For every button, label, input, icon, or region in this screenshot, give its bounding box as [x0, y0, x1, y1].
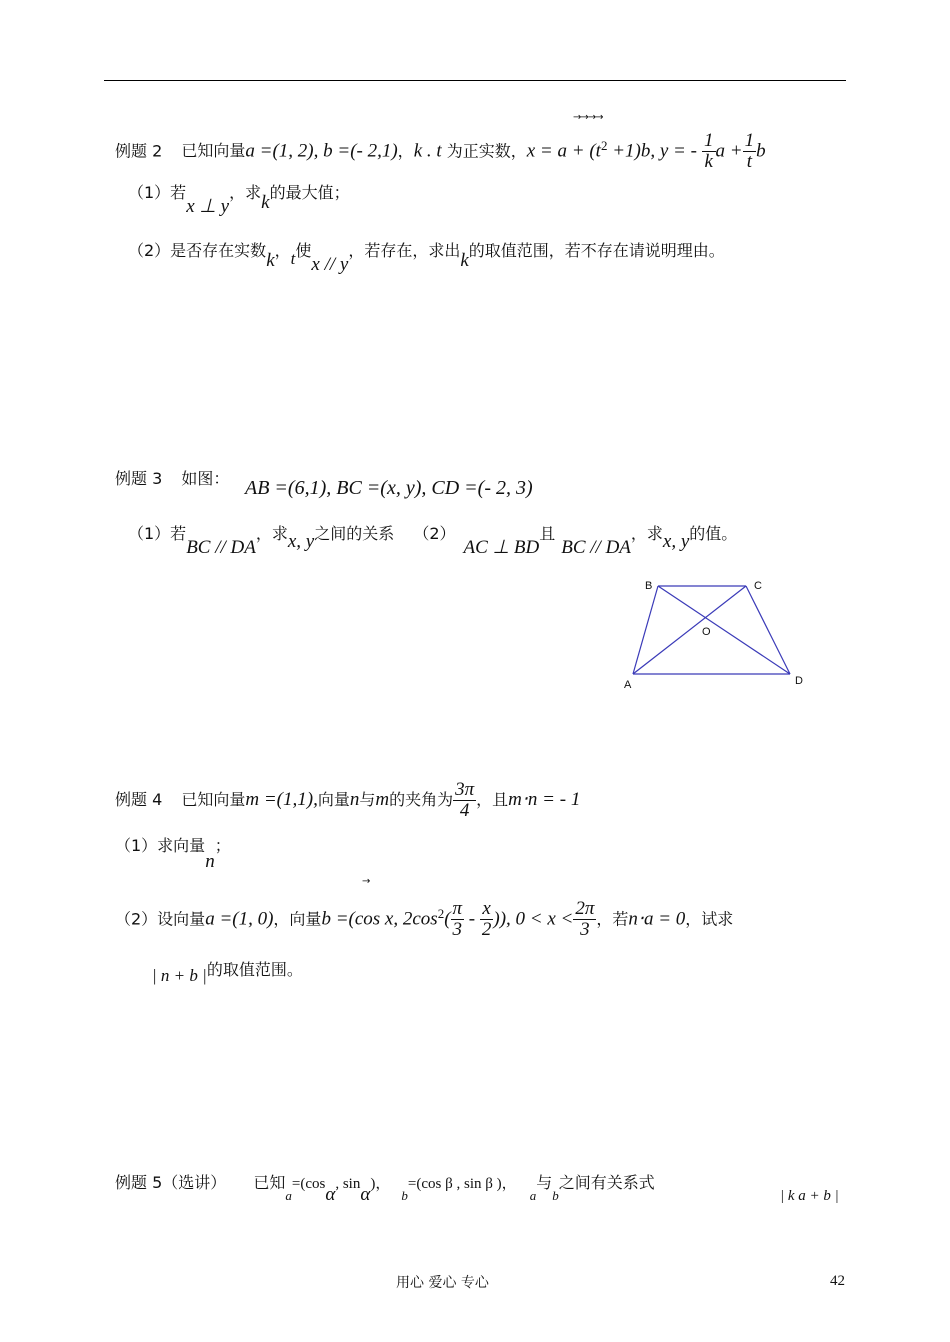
example-4-question-2	[115, 886, 733, 947]
m: m	[375, 789, 390, 810]
example-2-label: 例题 2	[115, 141, 163, 161]
example-3-statement	[115, 466, 229, 489]
example-5-statement	[115, 1170, 655, 1205]
eq1: =(cos	[291, 1176, 326, 1192]
example-2-kt: k . t	[413, 140, 442, 162]
relation-text: 之间有关系式	[558, 1173, 655, 1192]
numerator: π	[452, 898, 463, 920]
q2-b: b =(cos x, 2cos	[321, 908, 438, 930]
q2-math: x // y	[311, 254, 349, 275]
page-number: 42	[830, 1273, 845, 1289]
example-2-xdef2: +1)b, y = -	[607, 140, 697, 162]
example-2-ab: a =(1, 2), b =(- 2,1)	[245, 140, 398, 162]
vec-b-2: b	[552, 1188, 559, 1203]
m-def: m =(1,1),	[245, 789, 318, 810]
vec-a: a	[285, 1188, 292, 1203]
q2-post: 的值。	[689, 524, 738, 543]
q1-mid: ，求	[229, 183, 262, 202]
example-2-question-1	[128, 180, 350, 217]
example-5-label: 例题 5（选讲）	[115, 1173, 227, 1192]
diagonal-bd	[658, 586, 790, 674]
denominator: 3	[452, 919, 463, 941]
angle-text: 的夹角为	[389, 790, 454, 809]
and-text: ，且	[476, 790, 509, 809]
vector-arrows: →→→→	[573, 112, 603, 123]
na-product: n⋅a = 0	[628, 908, 686, 930]
example-3-questions	[128, 521, 738, 558]
try-text: ，试求	[685, 909, 734, 929]
q2-mid: ，求	[630, 524, 663, 543]
paren-open: (	[444, 908, 451, 930]
footer-slogan: 用心 爱心 专心	[396, 1275, 489, 1291]
q2-prefix: （2）设向量	[115, 909, 206, 929]
example-2-mid: a +	[715, 140, 743, 162]
q2-t: t	[290, 249, 296, 268]
exponent: 2	[600, 138, 608, 153]
sin-text: , sin	[335, 1176, 361, 1192]
fraction-pi-over-3	[451, 899, 465, 940]
q2-mid: ，若存在，求出	[348, 241, 461, 260]
label-b: B	[645, 580, 653, 592]
example-2-xdef: x = a + (t	[526, 140, 601, 162]
alpha-2: α	[360, 1184, 371, 1205]
diagonal-ac	[633, 586, 746, 674]
q2-and: 且	[539, 524, 556, 543]
example-4-intro: 已知向量	[181, 790, 246, 809]
q1-post: 之间的关系	[314, 524, 395, 543]
q1-xy: x, y	[287, 531, 315, 552]
edge-ba	[633, 586, 658, 674]
q1-math: x ⊥ y	[186, 196, 230, 217]
fraction-x-over-2	[480, 899, 494, 940]
q2-xy: x, y	[662, 531, 690, 552]
example-4-label: 例题 4	[115, 790, 163, 809]
q2-math2: BC // DA	[561, 537, 631, 558]
q1-post: ；	[214, 836, 231, 855]
header-rule	[104, 80, 846, 81]
q1-post: 的最大值；	[269, 183, 350, 202]
example-4-statement	[115, 772, 580, 828]
label-a: A	[624, 679, 632, 691]
with-text: 与	[359, 790, 376, 809]
q1-math: BC // DA	[186, 537, 256, 558]
q1-n: n	[205, 851, 215, 872]
example-3-intro: 如图：	[181, 469, 230, 488]
numerator: 2π	[575, 898, 595, 920]
if-text: ，若	[596, 909, 629, 929]
with-text: 与	[536, 1173, 553, 1192]
example-3-label: 例题 3	[115, 469, 163, 488]
q2-math1: AC ⊥ BD	[463, 537, 540, 558]
q2-post: 的取值范围。	[206, 960, 303, 979]
edge-cd	[746, 586, 790, 674]
minus: -	[464, 908, 480, 930]
label-o: O	[702, 626, 711, 638]
alpha-1: α	[325, 1184, 336, 1205]
denominator: 2	[481, 919, 492, 941]
vec-n-text: 向量	[317, 790, 350, 809]
q2-make: 使	[295, 241, 312, 260]
q2-k: k	[266, 250, 275, 271]
numerator: 1	[704, 130, 714, 152]
fraction-2pi-over-3	[573, 899, 596, 940]
q1-prefix: （1）若	[128, 524, 187, 543]
q1-k: k	[261, 192, 270, 213]
vector-arrow-b: →	[362, 876, 370, 887]
example-4-question-1	[115, 833, 231, 872]
q2-k2: k	[460, 250, 469, 271]
example-2-statement	[115, 124, 766, 173]
fraction-1-over-k	[702, 131, 716, 172]
q2-sep: ，	[274, 241, 291, 260]
q1-mid: ，求	[255, 524, 288, 543]
numerator: x	[482, 898, 491, 920]
mn-product: m⋅n = - 1	[508, 789, 581, 810]
relation-expression: | k a + b |	[780, 1188, 839, 1204]
denominator: k	[704, 151, 713, 173]
q2-prefix: （2）是否存在实数	[128, 241, 267, 260]
abs-expression: | n + b |	[152, 966, 207, 985]
example-2-tail: b	[756, 140, 766, 162]
label-d: D	[795, 675, 803, 687]
numerator: 3π	[455, 779, 475, 801]
comma: ，	[397, 141, 414, 161]
exponent: 2	[437, 906, 445, 921]
q1-prefix: （1）若	[128, 183, 187, 202]
denominator: 4	[459, 800, 470, 821]
n: n	[349, 789, 360, 810]
denominator: 3	[580, 919, 590, 941]
example-2-intro: 已知向量	[181, 141, 246, 161]
q1-prefix: （1）求向量	[115, 836, 206, 855]
close1: )，	[370, 1176, 391, 1192]
vec-b: b	[401, 1188, 408, 1203]
q2-a: a =(1, 0)	[205, 908, 274, 930]
q2-mid: ，向量	[273, 909, 322, 929]
denominator: t	[746, 151, 752, 173]
example-2-positive: 为正实数，	[441, 141, 527, 161]
eq2: =(cos β , sin β )，	[407, 1176, 517, 1192]
q2-post: 的取值范围，若不存在请说明理由。	[468, 241, 725, 260]
trapezoid-figure	[600, 570, 820, 700]
paren-close: )), 0 < x <	[493, 908, 574, 930]
fraction-3pi-over-4	[453, 780, 476, 821]
example-4-range-line	[152, 957, 303, 985]
example-2-question-2	[128, 238, 725, 275]
vec-a-2: a	[529, 1188, 537, 1203]
label-c: C	[754, 580, 762, 592]
example-3-given: AB =(6,1), BC =(x, y), CD =(- 2, 3)	[245, 477, 533, 499]
numerator: 1	[744, 130, 755, 152]
fraction-1-over-t	[743, 131, 757, 172]
q2-prefix: （2）	[413, 524, 456, 543]
known-text: 已知	[253, 1173, 286, 1192]
